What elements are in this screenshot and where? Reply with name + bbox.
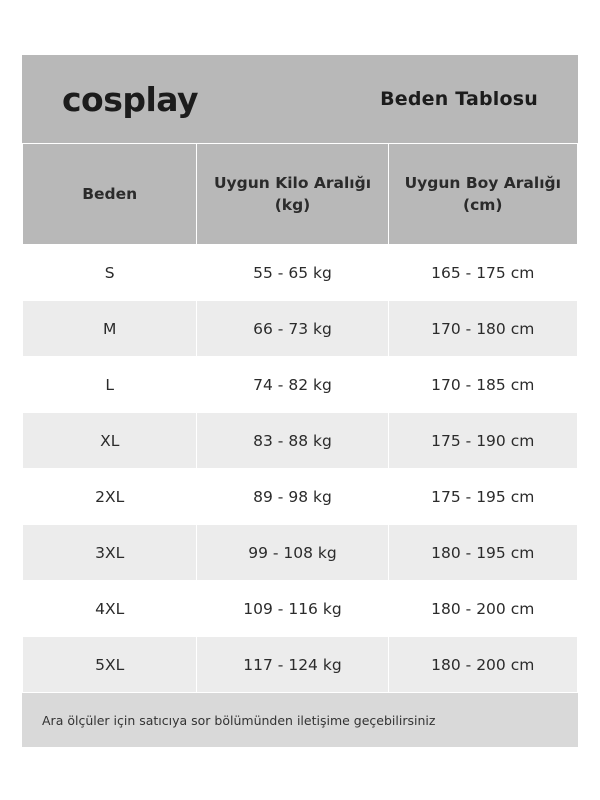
cell-size: XL <box>23 413 197 469</box>
cell-weight: 99 - 108 kg <box>197 525 388 581</box>
table-row <box>23 581 578 637</box>
table-body <box>23 245 578 693</box>
cell-height: 175 - 190 cm <box>388 413 578 469</box>
table-row <box>23 637 578 693</box>
cell-weight: 109 - 116 kg <box>197 581 388 637</box>
cell-height: 180 - 200 cm <box>388 581 578 637</box>
cell-size: L <box>23 357 197 413</box>
table-row <box>23 357 578 413</box>
cell-weight: 74 - 82 kg <box>197 357 388 413</box>
table-row <box>23 525 578 581</box>
cell-weight: 55 - 65 kg <box>197 245 388 301</box>
cell-weight: 89 - 98 kg <box>197 469 388 525</box>
cell-height: 175 - 195 cm <box>388 469 578 525</box>
column-header-weight-unit: (kg) <box>274 196 311 214</box>
page-title: Beden Tablosu <box>380 88 538 110</box>
cell-weight: 83 - 88 kg <box>197 413 388 469</box>
chart-header <box>22 55 578 143</box>
table-header <box>23 144 578 245</box>
size-chart <box>22 55 578 747</box>
cell-size: 2XL <box>23 469 197 525</box>
table-row <box>23 413 578 469</box>
cell-height: 165 - 175 cm <box>388 245 578 301</box>
cell-size: M <box>23 301 197 357</box>
cell-weight: 117 - 124 kg <box>197 637 388 693</box>
cell-size: 5XL <box>23 637 197 693</box>
table-header-row <box>23 144 578 245</box>
cell-weight: 66 - 73 kg <box>197 301 388 357</box>
cell-size: 3XL <box>23 525 197 581</box>
column-header-size-label: Beden <box>82 184 138 203</box>
cell-size: S <box>23 245 197 301</box>
cell-height: 170 - 185 cm <box>388 357 578 413</box>
table-row <box>23 301 578 357</box>
column-header-weight-label: Uygun Kilo Aralığı <box>213 173 372 192</box>
brand-logo: cosplay <box>62 79 199 119</box>
cell-height: 180 - 200 cm <box>388 637 578 693</box>
column-header-height-label: Uygun Boy Aralığı <box>404 173 561 192</box>
cell-size: 4XL <box>23 581 197 637</box>
table-row <box>23 469 578 525</box>
cell-height: 180 - 195 cm <box>388 525 578 581</box>
column-header-weight <box>197 144 388 245</box>
size-table <box>22 143 578 693</box>
table-row <box>23 245 578 301</box>
footer-note <box>22 693 578 747</box>
footer-note-text: Ara ölçüler için satıcıya sor bölümünden iletişime geçebilirsiniz <box>42 712 436 728</box>
column-header-size <box>23 144 197 245</box>
cell-height: 170 - 180 cm <box>388 301 578 357</box>
column-header-height-unit: (cm) <box>462 196 503 214</box>
column-header-height <box>388 144 578 245</box>
